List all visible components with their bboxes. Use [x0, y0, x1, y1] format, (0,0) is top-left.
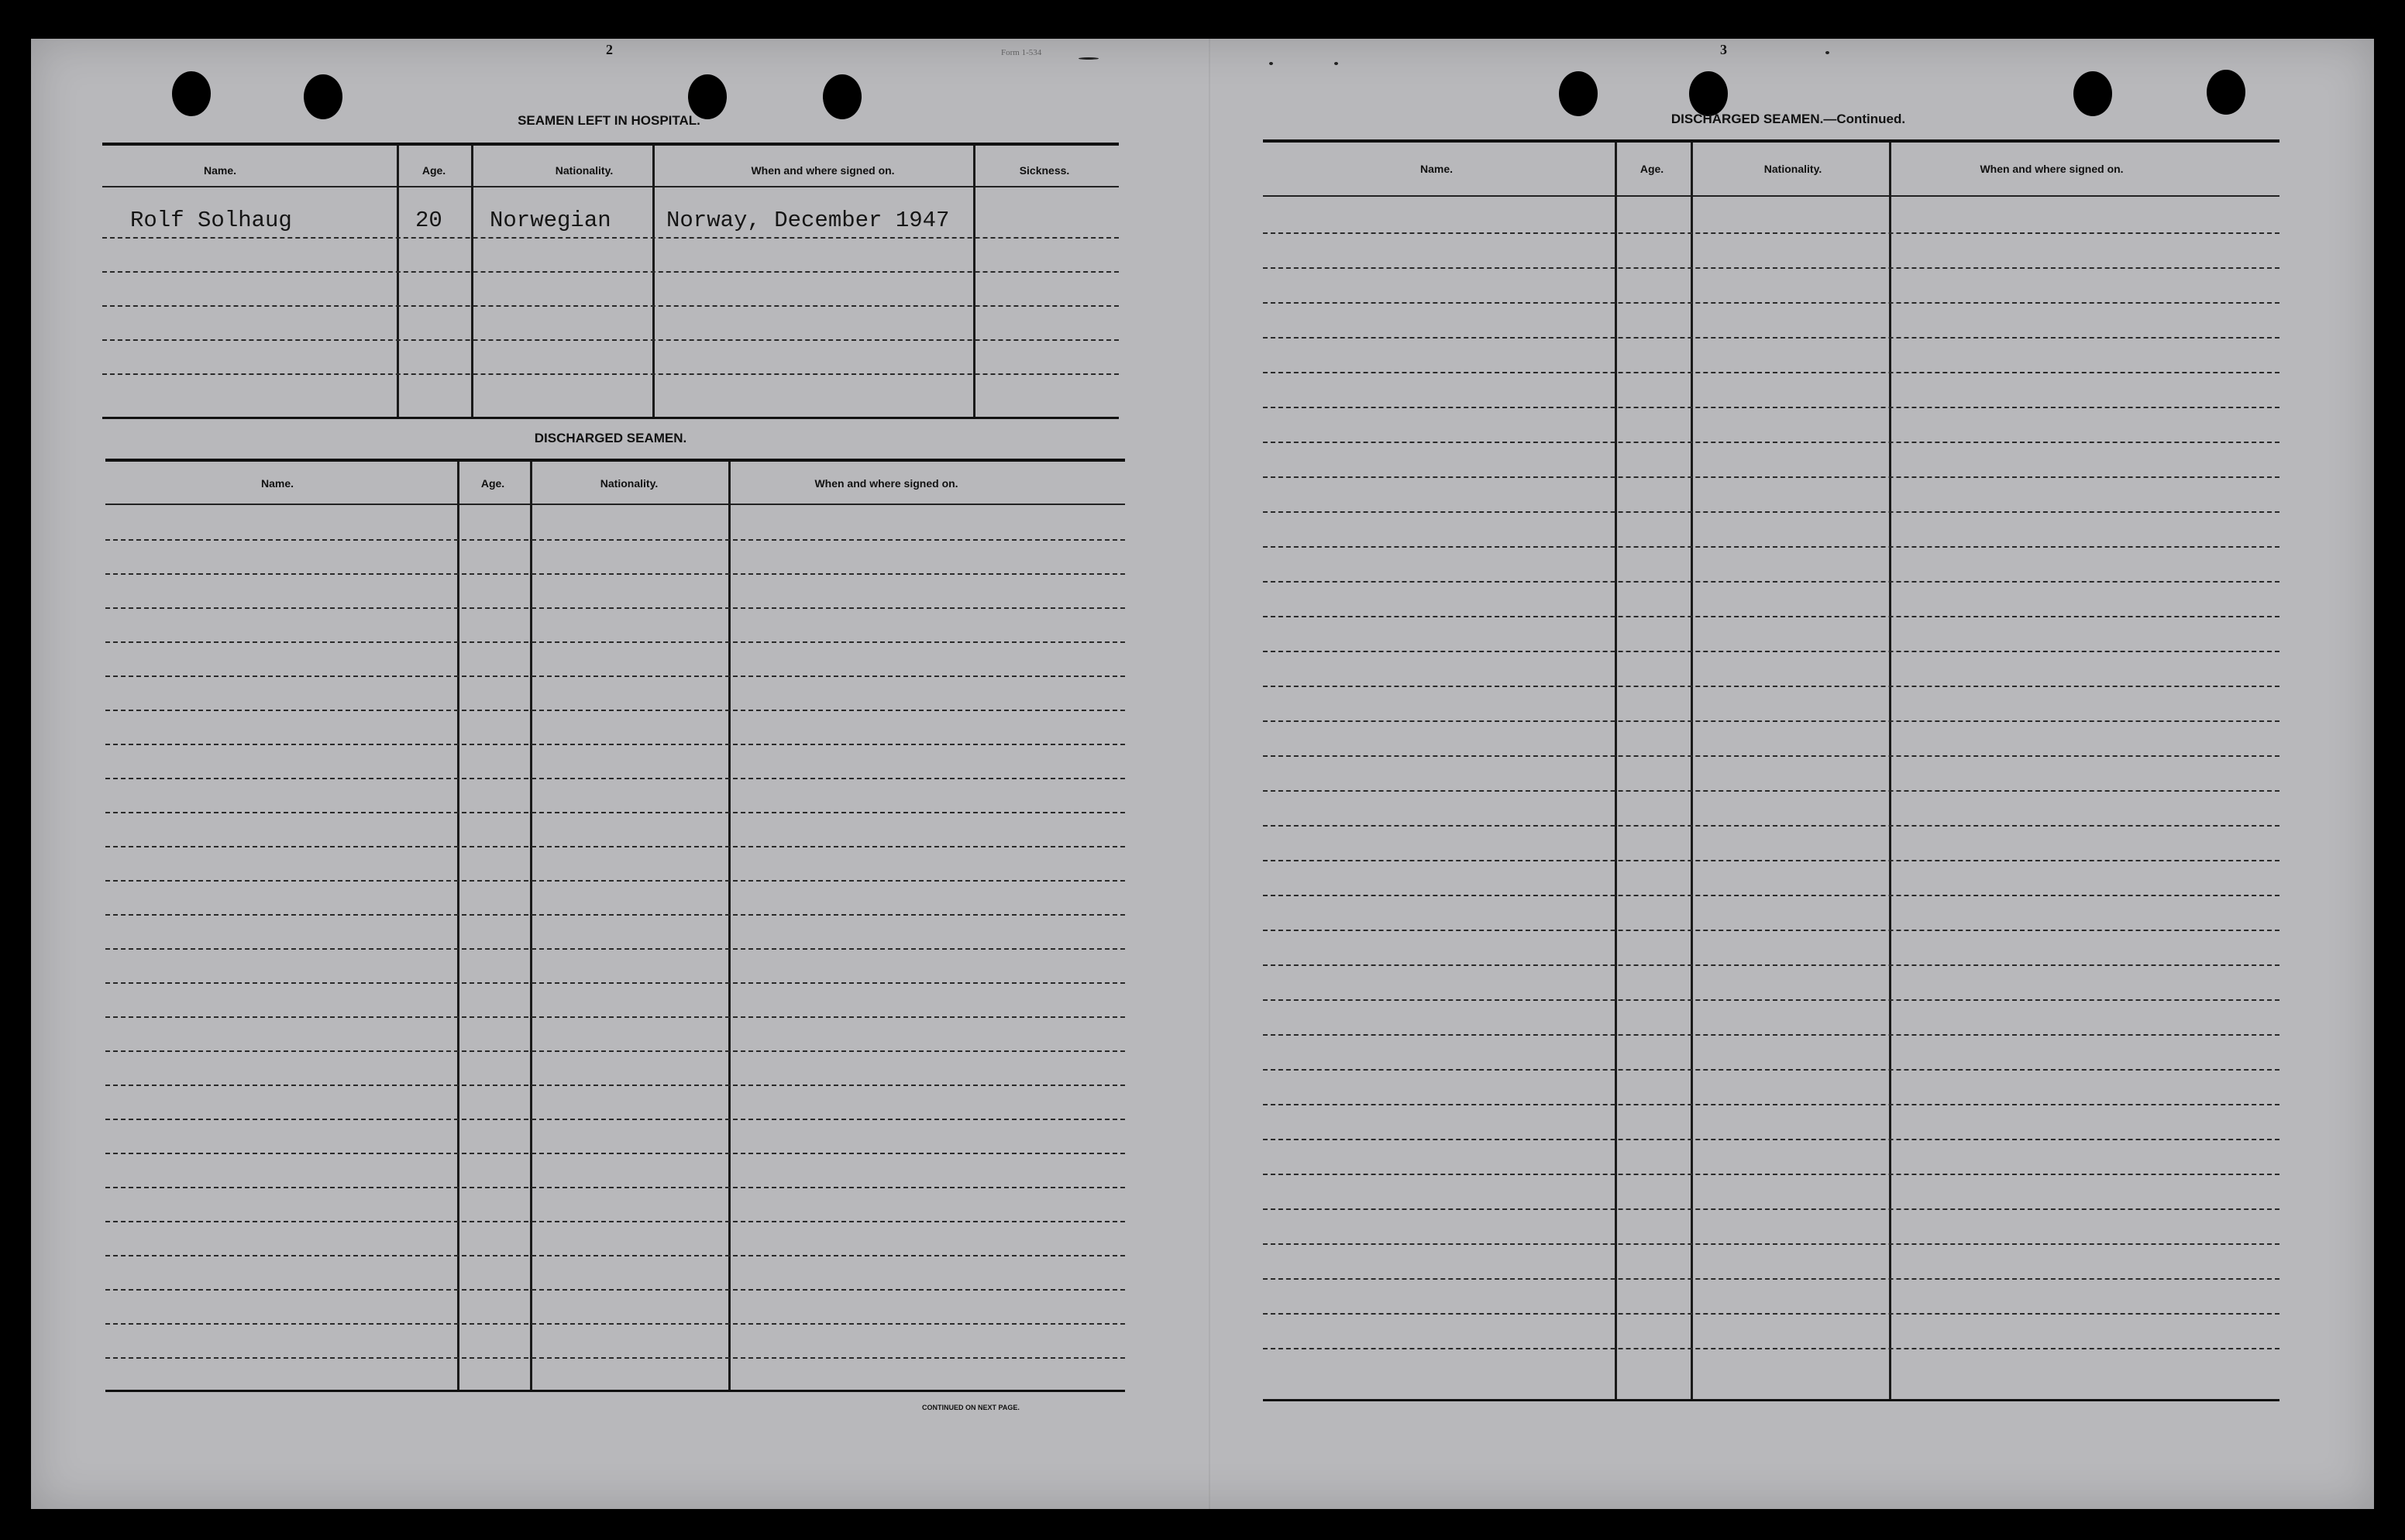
row-line: [105, 1016, 1125, 1018]
discharged-table: [105, 459, 1125, 1396]
page-number-right: 3: [1720, 42, 1727, 57]
page-number-left: 2: [606, 42, 613, 57]
row-line: [1263, 232, 2279, 234]
row-line: [105, 1187, 1125, 1188]
col-divider: [1889, 143, 1891, 1401]
row-line: [1263, 686, 2279, 687]
col-header-age: Age.: [1639, 163, 1664, 175]
row-line: [105, 812, 1125, 813]
row-line: [105, 1085, 1125, 1086]
row-line: [1263, 1069, 2279, 1071]
col-divider: [457, 462, 459, 1391]
row-line: [1263, 1104, 2279, 1105]
row-line: [1263, 1139, 2279, 1140]
row-line: [105, 1153, 1125, 1154]
col-header-signed-on: When and where signed on.: [814, 477, 958, 490]
col-header-name: Name.: [203, 164, 237, 177]
table-top-rule: [102, 143, 1119, 146]
row-line: [105, 1255, 1125, 1256]
col-header-sickness: Sickness.: [1019, 164, 1070, 177]
punch-hole: [823, 74, 862, 119]
row-line: [102, 373, 1119, 375]
row-line: [1263, 1278, 2279, 1280]
row-line: [105, 607, 1125, 609]
table-top-rule: [1263, 139, 2279, 143]
row-line: [1263, 442, 2279, 443]
punch-hole: [1689, 71, 1728, 116]
row-line: [1263, 616, 2279, 617]
col-header-age: Age.: [421, 164, 446, 177]
row-line: [102, 237, 1119, 239]
row-line: [1263, 755, 2279, 757]
punch-hole: [1559, 71, 1598, 116]
col-divider: [728, 462, 731, 1391]
punch-hole: [304, 74, 342, 119]
col-header-age: Age.: [480, 477, 505, 490]
col-header-name: Name.: [260, 477, 294, 490]
col-divider: [1615, 143, 1617, 1401]
table-bottom-rule: [105, 1390, 1125, 1392]
row-line: [105, 982, 1125, 984]
row-line: [1263, 372, 2279, 373]
punch-hole: [2207, 70, 2245, 115]
row-line: [1263, 1208, 2279, 1210]
punch-hole: [172, 71, 211, 116]
col-header-signed-on: When and where signed on.: [1980, 163, 2124, 175]
discharged-section-title: DISCHARGED SEAMEN.: [534, 431, 687, 445]
row-line: [105, 846, 1125, 847]
col-divider: [530, 462, 532, 1391]
row-line: [1263, 1174, 2279, 1175]
row-line: [105, 744, 1125, 745]
row-line: [105, 778, 1125, 779]
row-line: [1263, 581, 2279, 583]
col-divider: [652, 146, 655, 418]
speck: [1269, 62, 1273, 65]
row-line: [105, 675, 1125, 677]
row-line: [105, 948, 1125, 950]
row-line: [105, 1050, 1125, 1052]
row-line: [1263, 407, 2279, 408]
row-line: [105, 539, 1125, 541]
discharged-continued-table: [1263, 139, 2279, 1404]
row-line: [105, 880, 1125, 882]
discharged-continued-title: DISCHARGED SEAMEN.—Continued.: [1670, 112, 1906, 126]
row-line: [1263, 895, 2279, 896]
col-header-nationality: Nationality.: [1763, 163, 1822, 175]
form-stamp: Form 1-534: [1001, 48, 1042, 57]
row-line: [1263, 964, 2279, 966]
row-line: [1263, 825, 2279, 827]
row-line: [105, 914, 1125, 916]
punch-hole: [2073, 71, 2112, 116]
hospital-row-nationality: Norwegian: [490, 208, 611, 233]
row-line: [1263, 1243, 2279, 1245]
col-header-nationality: Nationality.: [555, 164, 614, 177]
row-line: [1263, 302, 2279, 304]
col-divider: [1691, 143, 1693, 1401]
continued-note: CONTINUED ON NEXT PAGE.: [922, 1404, 1020, 1411]
row-line: [105, 1221, 1125, 1222]
col-header-name: Name.: [1419, 163, 1454, 175]
col-header-nationality: Nationality.: [600, 477, 659, 490]
row-line: [102, 339, 1119, 341]
hospital-row-signed-on: Norway, December 1947: [666, 208, 950, 233]
row-line: [105, 1289, 1125, 1291]
row-line: [102, 305, 1119, 307]
col-divider: [397, 146, 399, 418]
table-bottom-rule: [1263, 1399, 2279, 1401]
speck: [1334, 62, 1338, 65]
hospital-section-title: SEAMEN LEFT IN HOSPITAL.: [518, 113, 700, 128]
row-line: [1263, 511, 2279, 513]
row-line: [1263, 999, 2279, 1001]
row-line: [105, 710, 1125, 711]
row-line: [105, 641, 1125, 643]
page-fold: [1209, 39, 1210, 1509]
speck: [1079, 57, 1099, 60]
row-line: [1263, 546, 2279, 548]
row-line: [105, 1357, 1125, 1359]
row-line: [1263, 651, 2279, 652]
row-line: [1263, 476, 2279, 478]
header-rule: [102, 186, 1119, 187]
col-divider: [973, 146, 975, 418]
row-line: [102, 271, 1119, 273]
row-line: [1263, 720, 2279, 722]
header-rule: [105, 504, 1125, 505]
speck: [1825, 51, 1829, 54]
row-line: [1263, 267, 2279, 269]
row-line: [1263, 790, 2279, 792]
table-top-rule: [105, 459, 1125, 462]
col-divider: [471, 146, 473, 418]
row-line: [1263, 1313, 2279, 1315]
row-line: [1263, 1348, 2279, 1349]
row-line: [1263, 1034, 2279, 1036]
row-line: [105, 573, 1125, 575]
row-line: [105, 1119, 1125, 1120]
row-line: [1263, 930, 2279, 931]
header-rule: [1263, 195, 2279, 197]
hospital-row-age: 20: [415, 208, 442, 233]
hospital-table: [102, 143, 1119, 421]
hospital-row-name: Rolf Solhaug: [130, 208, 292, 233]
row-line: [105, 1323, 1125, 1325]
col-header-signed-on: When and where signed on.: [751, 164, 895, 177]
row-line: [1263, 860, 2279, 861]
table-bottom-rule: [102, 417, 1119, 419]
row-line: [1263, 337, 2279, 339]
